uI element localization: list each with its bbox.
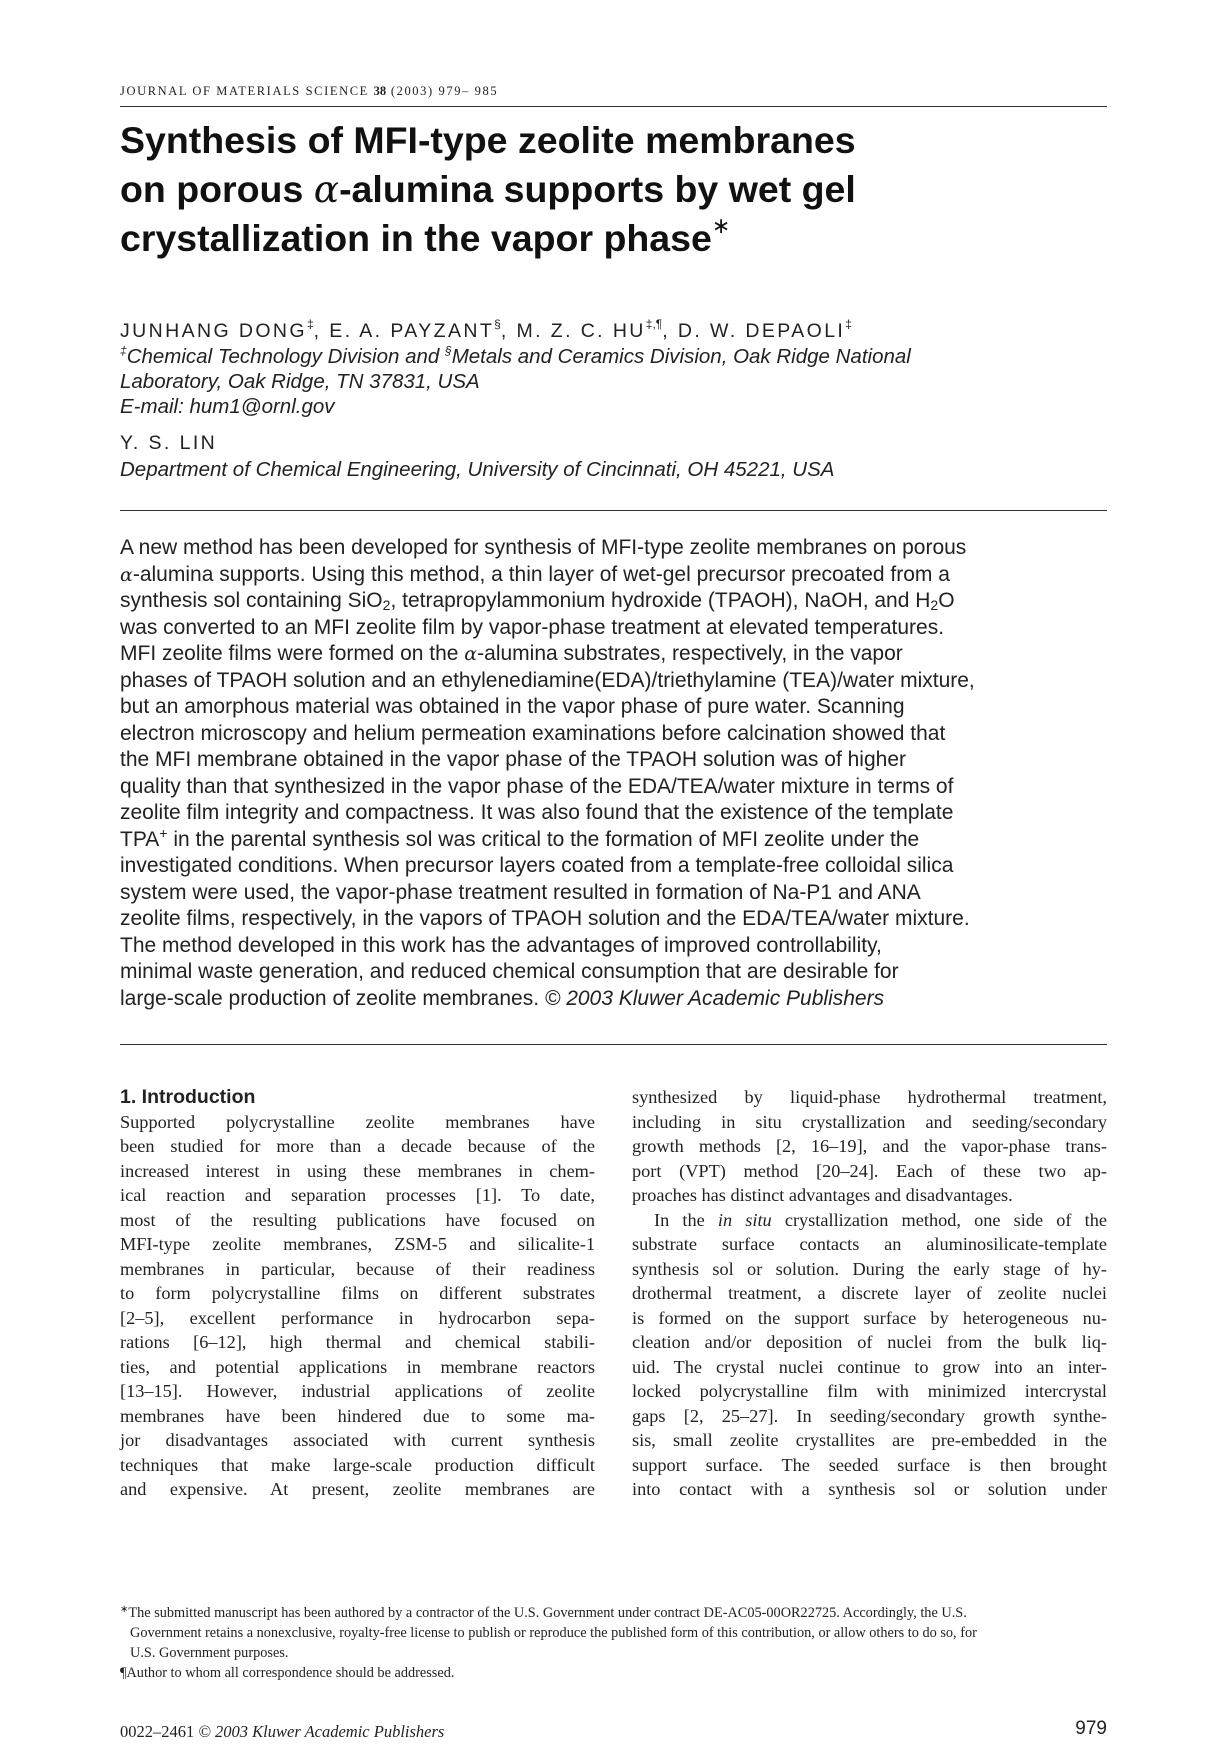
affiliation-mark: ‡ [120, 344, 127, 358]
footnote-line: U.S. Government purposes. [130, 1645, 289, 1661]
abstract [120, 535, 1107, 1012]
body-line: [2–5], excellent performance in hydrocarbon sepa- [120, 1307, 595, 1328]
body-text: crystallization method, one side of the [771, 1209, 1107, 1230]
body-line: ties, and potential applications in membrane reactors [120, 1356, 595, 1377]
body-line: substrate surface contacts an aluminosilicate-template [632, 1234, 1107, 1254]
abstract-text: TPA [120, 827, 160, 851]
author-email: E-mail: hum1@ornl.gov [120, 395, 335, 418]
title-line-1: Synthesis of MFI-type zeolite membranes [120, 119, 856, 161]
page-footer [120, 1722, 444, 1742]
footnote-line [120, 1663, 1107, 1683]
affiliation-text: Metals and Ceramics Division, Oak Ridge National [451, 345, 911, 368]
body-line: gaps [2, 25–27]. In seeding/secondary growth synthe- [632, 1405, 1107, 1426]
body-line: proaches has distinct advantages and disadvantages. [632, 1185, 1013, 1205]
body-line: rations [6–12], high thermal and chemical stabili- [120, 1332, 595, 1352]
body-line: MFI-type zeolite membranes, ZSM-5 and silicalite-1 [120, 1234, 595, 1254]
body-line: most of the resulting publications have focused on [120, 1209, 595, 1230]
abstract-line: zeolite films, respectively, in the vapors of TPAOH solution and the EDA/TEA/water mixture. [120, 907, 970, 930]
alpha-symbol: α [120, 563, 133, 586]
article-title [120, 116, 1107, 263]
title-alpha-symbol: α [313, 167, 340, 211]
right-column-paragraph-2 [632, 1232, 1107, 1502]
affiliation-block [120, 344, 911, 419]
title-line-3: crystallization in the vapor phase [120, 217, 712, 259]
abstract-copyright: © 2003 Kluwer Academic Publishers [544, 986, 885, 1010]
author-name: , E. A. PAYZANT [313, 320, 495, 342]
footnote-text: Author to whom all correspondence should be addressed. [126, 1665, 455, 1681]
affiliation-mark: § [494, 317, 501, 331]
superscript: + [159, 824, 168, 841]
body-line: synthesized by liquid-phase hydrothermal treatment, [632, 1087, 1107, 1107]
subscript: 2 [382, 597, 391, 613]
abstract-line [120, 986, 1107, 1013]
subscript: 2 [930, 597, 939, 613]
footnote-mark: ∗ [120, 1604, 129, 1615]
journal-volume: 38 [373, 84, 387, 98]
left-column [120, 1085, 595, 1502]
abstract-line: but an amorphous material was obtained in the vapor phase of pure water. Scanning [120, 695, 905, 718]
abstract-line: A new method has been developed for synthesis of MFI-type zeolite membranes on porous [120, 536, 967, 559]
body-line: port (VPT) method [20–24]. Each of these two ap- [632, 1160, 1107, 1181]
body-text: In the [654, 1209, 718, 1230]
issn: 0022–2461 [120, 1722, 195, 1741]
body-line: locked polycrystalline film with minimized intercrystal [632, 1381, 1107, 1401]
second-affiliation: Department of Chemical Engineering, University of Cincinnati, OH 45221, USA [120, 458, 835, 481]
body-line: techniques that make large-scale production difficult [120, 1454, 595, 1475]
abstract-line: The method developed in this work has the advantages of improved controllability, [120, 933, 882, 957]
abstract-line [120, 588, 1107, 615]
abstract-line: the MFI membrane obtained in the vapor phase of the TPAOH solution was of higher [120, 748, 906, 771]
body-line: to form polycrystalline films on different substrates [120, 1283, 595, 1303]
abstract-line: minimal waste generation, and reduced chemical consumption that are desirable for [120, 960, 899, 983]
footnote-line [120, 1603, 1107, 1623]
footnote-line: Government retains a nonexclusive, royalty-free license to publish or reproduce the published form of this contribution, or allow others to do so, for [130, 1625, 977, 1641]
section-heading: 1. Introduction [120, 1086, 256, 1108]
abstract-text: , tetrapropylammonium hydroxide (TPAOH), NaOH, and H [390, 589, 931, 612]
page-number: 979 [1075, 1718, 1107, 1739]
body-line: uid. The crystal nuclei continue to grow into an inter- [632, 1356, 1107, 1377]
affiliation-mark: ‡ [845, 317, 852, 331]
body-line: synthesis sol or solution. During the early stage of hy- [632, 1258, 1107, 1279]
body-line: and expensive. At present, zeolite membranes are [120, 1479, 595, 1499]
abstract-top-rule [120, 510, 1107, 511]
abstract-text: -alumina substrates, respectively, in the vapor [477, 642, 903, 665]
body-line: jor disadvantages associated with current synthesis [120, 1430, 595, 1450]
body-line: sis, small zeolite crystallites are pre-embedded in the [632, 1430, 1107, 1450]
abstract-line: was converted to an MFI zeolite film by vapor-phase treatment at elevated temperatures. [120, 615, 945, 639]
abstract-line: quality than that synthesized in the vapor phase of the EDA/TEA/water mixture in terms of [120, 774, 954, 798]
abstract-line [120, 562, 1107, 589]
affiliation-mark: ‡ [306, 317, 314, 331]
abstract-line: system were used, the vapor-phase treatment resulted in formation of Na-P1 and ANA [120, 880, 921, 904]
author-name: JUNHANG DONG [120, 320, 307, 342]
affiliation-line-2: Laboratory, Oak Ridge, TN 37831, USA [120, 370, 480, 393]
body-line: drothermal treatment, a discrete layer of zeolite nuclei [632, 1283, 1107, 1303]
body-line: membranes in particular, because of their readiness [120, 1258, 595, 1279]
abstract-text: large-scale production of zeolite membranes. [120, 986, 540, 1010]
footnote-text: The submitted manuscript has been authored by a contractor of the U.S. Government under contract DE-AC05-00OR22725. Accordingly, the U.S. [128, 1605, 967, 1621]
abstract-text: O [938, 589, 955, 612]
abstract-text: in the parental synthesis sol was critical to the formation of MFI zeolite under the [167, 827, 920, 851]
body-line: been studied for more than a decade because of the [120, 1136, 595, 1156]
abstract-line [120, 641, 1107, 668]
author-name: , M. Z. C. HU [500, 320, 646, 342]
italic-term: in situ [717, 1209, 772, 1230]
body-line: including in situ crystallization and seeding/secondary [632, 1111, 1107, 1132]
title-line-2-post: -alumina supports by wet gel [339, 168, 856, 210]
body-line: ical reaction and separation processes [1]. To date, [120, 1185, 595, 1205]
abstract-line: phases of TPAOH solution and an ethylenediamine(EDA)/triethylamine (TEA)/water mixture, [120, 668, 975, 692]
body-line: into contact with a synthesis sol or solution under [632, 1479, 1107, 1499]
body-line: support surface. The seeded surface is then brought [632, 1454, 1107, 1475]
footer-copyright: © 2003 Kluwer Academic Publishers [198, 1722, 445, 1741]
journal-name: JOURNAL OF MATERIALS SCIENCE [120, 84, 369, 98]
abstract-text: -alumina supports. Using this method, a thin layer of wet-gel precursor precoated from a [132, 562, 950, 586]
affiliation-mark: § [445, 344, 452, 358]
abstract-line: electron microscopy and helium permeation examinations before calcination showed that [120, 721, 946, 745]
right-column-paragraph-1 [632, 1085, 1107, 1208]
abstract-text: MFI zeolite films were formed on the [120, 642, 465, 665]
abstract-text: synthesis sol containing SiO [120, 589, 383, 612]
body-line: is formed on the support surface by heterogeneous nu- [632, 1307, 1107, 1328]
footnotes [120, 1603, 1107, 1683]
abstract-bottom-rule [120, 1044, 1107, 1045]
header-rule [120, 106, 1107, 107]
affiliation-line-1 [120, 344, 911, 369]
abstract-line: investigated conditions. When precursor layers coated from a template-free colloidal silica [120, 854, 954, 877]
footnote-mark: ¶ [120, 1665, 127, 1681]
second-author: Y. S. LIN [120, 432, 218, 454]
body-line: growth methods [2, 16–19], and the vapor-phase trans- [632, 1136, 1107, 1156]
alpha-symbol: α [464, 643, 478, 665]
title-footnote-mark: ∗ [711, 213, 731, 238]
author-name: , D. W. DEPAOLI [662, 320, 846, 342]
running-header [120, 84, 498, 99]
body-line: increased interest in using these membranes in chem- [120, 1160, 595, 1181]
body-line: cleation and/or deposition of nuclei from the bulk liq- [632, 1332, 1107, 1352]
body-line: [13–15]. However, industrial applications of zeolite [120, 1381, 595, 1401]
abstract-line: zeolite film integrity and compactness. It was also found that the existence of the template [120, 801, 954, 824]
body-line: Supported polycrystalline zeolite membranes have [120, 1111, 595, 1132]
affiliation-text: Chemical Technology Division and [126, 345, 445, 368]
left-column-body [120, 1110, 595, 1502]
abstract-line [120, 824, 1107, 854]
title-line-2-pre: on porous [120, 168, 314, 210]
right-column [632, 1085, 1107, 1502]
author-list [120, 317, 852, 343]
body-line [632, 1208, 1107, 1233]
journal-year-pages: (2003) 979– 985 [390, 84, 499, 98]
body-line: membranes have been hindered due to some ma- [120, 1405, 595, 1426]
affiliation-mark: ‡,¶ [645, 317, 663, 331]
